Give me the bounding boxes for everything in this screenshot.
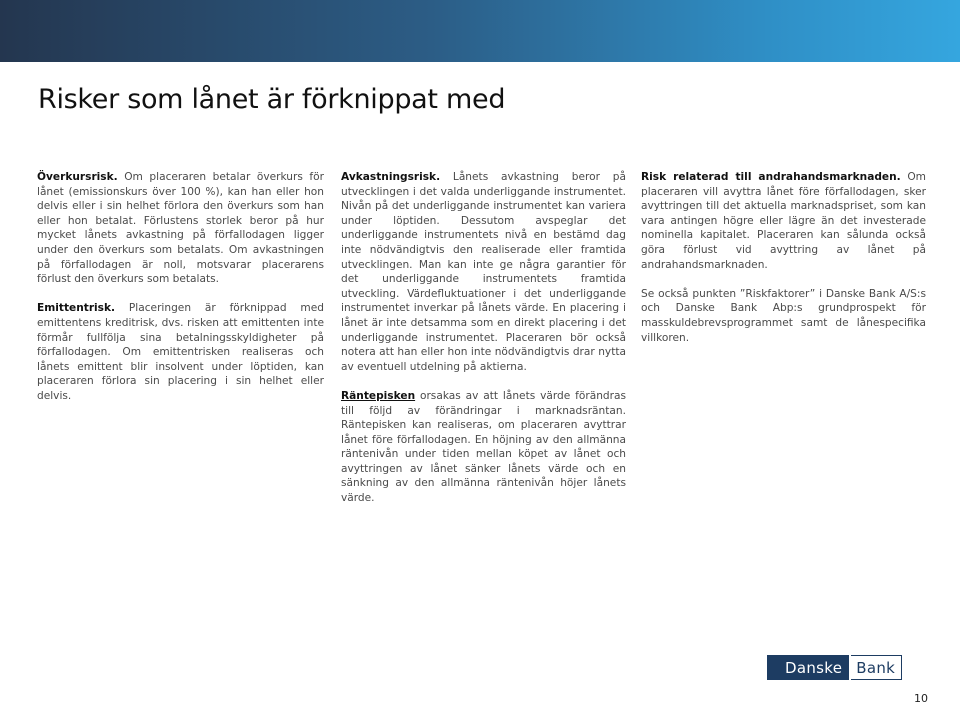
paragraph-text: Lånets avkastning beror på utvecklingen i det valda underliggande instrumentet. Nivån på det underliggande instrumentet kan variera under löptiden. Dessutom avspeglar det underliggande instrumentets nivå en bestämd dag inte nödvändigtvis den realiserade eller framtida utvecklingen. Man kan inte ge några garantier för det underliggande instrumentets framtida utveckling. Värdefluktuationer i det underliggande instrumentet inverkar på lånets värde. En placering i lånet är inte detsamma som en direkt placering i det underliggande instrumentet. Placeraren bör också notera att han eller hon inte nödvändigtvis drar nytta av eventuell utdelning på aktierna. [341, 171, 626, 373]
paragraph-riskfaktorer [641, 287, 926, 345]
paragraph-text: Se också punkten ”Riskfaktorer” i Danske Bank A/S:s och Danske Bank Abp:s grundprospekt för masskuldebrevsprogrammet samt de lånespecifika villkoren. [641, 287, 926, 344]
paragraph-text: Om placeraren betalar överkurs för lånet (emissionskurs över 100 %), kan han eller hon delvis eller i sin helhet förlora den överkurs som han eller hon betalat. Förlustens storlek beror på hur mycket lånets avkastning på förfallodagen ligger under den överkurs som betalats. Om avkastningen på förfallodagen är noll, motsvarar placerarens förlust den överkurs som betalats. [37, 171, 324, 286]
text-column-3 [641, 170, 926, 360]
paragraph-andrahandsmarknad [641, 170, 926, 272]
header-banner [0, 0, 960, 62]
logo-text-danske: Danske [767, 655, 849, 680]
paragraph-ranterisk [341, 389, 626, 506]
text-column-2 [341, 170, 626, 520]
paragraph-lead: Risk relaterad till andrahandsmarknaden. [641, 171, 901, 183]
page-title: Risker som lånet är förknippat med [38, 84, 506, 115]
paragraph-text: orsakas av att lånets värde förändras till följd av förändringar i marknadsräntan. Räntерisken kan realiseras, om placeraren avyttrar lånet före förfallodagen. En höjning av den allmänna räntenivån under tiden mellan köpet av lånet och avyttringen av lånet sänker lånets värde och en sänkning av den allmänna räntenivån höjer lånets värde. [341, 389, 626, 505]
paragraph-text: Om placeraren vill avyttra lånet före förfallodagen, sker avyttringen till det aktuella marknadspriset, som kan vara antingen högre eller lägre än det investerade nominella kapitalet. Placeraren kan sålunda också göra förlust vid avyttring av lånet på andrahandsmarknaden. [641, 171, 927, 271]
logo-text-bank: Bank [851, 655, 902, 680]
paragraph-avkastningsrisk [341, 170, 626, 374]
paragraph-lead: Avkastningsrisk. [341, 171, 441, 183]
paragraph-lead: Överkursrisk. [37, 171, 118, 183]
page-number: 10 [914, 692, 928, 705]
paragraph-overkursrisk [37, 170, 324, 287]
paragraph-lead: Räntерisken [341, 389, 416, 402]
paragraph-lead: Emittentrisk. [37, 302, 116, 315]
paragraph-text: Placeringen är förknippad med emittentens kreditrisk, dvs. risken att emittenten inte förmår fullfölja sina betalningsskyldigheter på förfallodagen. Om emittentrisken realiseras och lånets emittent blir insolvent under löptiden, kan placeraren förlora sin placering i sin helhet eller delvis. [37, 302, 324, 402]
text-column-1 [37, 170, 324, 418]
paragraph-emittentrisk [37, 301, 324, 403]
danske-bank-logo [767, 655, 902, 680]
